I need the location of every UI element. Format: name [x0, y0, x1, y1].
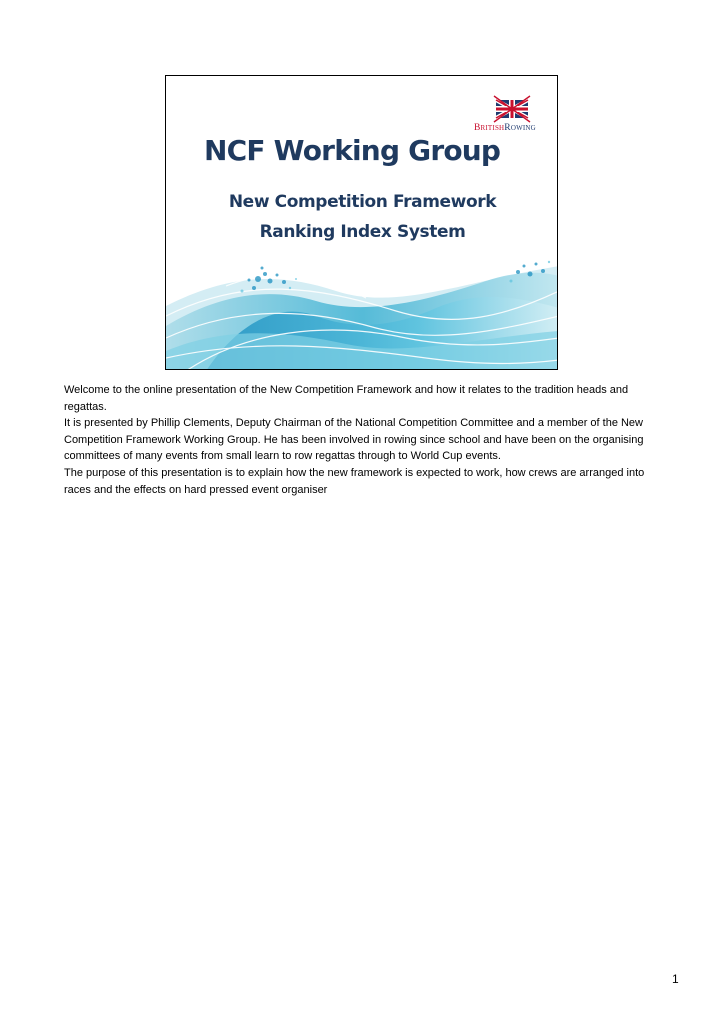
- speaker-notes: [64, 382, 664, 498]
- notes-paragraph: Welcome to the online presentation of the New Competition Framework and how it relates to the tradition heads and regattas.: [64, 384, 629, 413]
- slide-subtitle-line-2: Ranking Index System: [259, 222, 466, 242]
- notes-paragraph: It is presented by Phillip Clements, Deputy Chairman of the National Competition Committee and a member of the New Competition Framework Working Group. He has been involved in rowing since school and have been on the organising committees of many events from small learn to row regattas through to World Cup events.: [64, 417, 644, 463]
- logo-wordmark: BritishRowing: [474, 123, 536, 133]
- page-number: 1: [672, 972, 679, 986]
- notes-paragraph: The purpose of this presentation is to explain how the new framework is expected to work, how crews are arranged into races and the effects on hard pressed event organiser: [64, 466, 645, 496]
- slide-subtitle-line-1: New Competition Framework: [228, 192, 497, 212]
- slide-title: NCF Working Group: [204, 134, 501, 167]
- slide-thumbnail: [165, 75, 558, 370]
- british-rowing-logo-icon: [492, 94, 532, 124]
